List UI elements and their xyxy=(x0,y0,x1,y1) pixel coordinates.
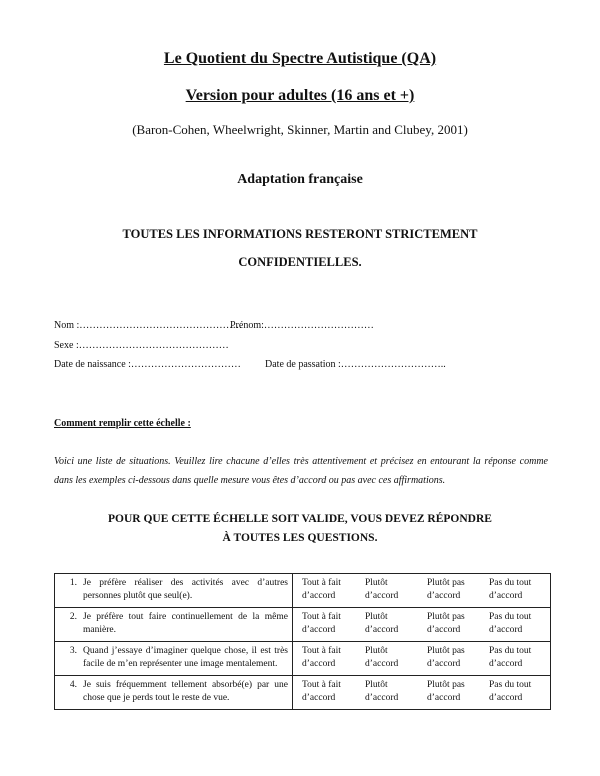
adaptation-heading: Adaptation française xyxy=(237,172,363,187)
question-cell xyxy=(55,642,293,676)
question-row xyxy=(55,574,551,608)
option-pas-du-tout[interactable]: Pas du tout d’accord xyxy=(489,646,532,669)
answer-options xyxy=(293,642,551,676)
question-text: Quand j’essaye d’imaginer quelque chose, il est très facile de m’en représenter une image mentalement. xyxy=(83,646,288,669)
authors-citation: (Baron-Cohen, Wheelwright, Skinner, Martin and Clubey, 2001) xyxy=(132,122,468,137)
option-plutot[interactable]: Plutôt d’accord xyxy=(365,646,399,669)
birthdate-field[interactable]: Date de naissance :…………………………… xyxy=(54,359,241,370)
question-row xyxy=(55,676,551,710)
confidential-notice-line2: CONFIDENTIELLES. xyxy=(238,255,362,269)
questionnaire-table xyxy=(54,573,551,710)
option-plutot[interactable]: Plutôt d’accord xyxy=(365,680,399,703)
question-number: 1. xyxy=(69,578,77,588)
question-text: Je préfère tout faire continuellement de la même manière. xyxy=(83,612,288,635)
question-text: Je suis fréquemment tellement absorbé(e) par une chose que je perds tout le reste de vue. xyxy=(83,680,288,703)
answer-options xyxy=(293,676,551,710)
question-number: 2. xyxy=(69,612,77,622)
question-row xyxy=(55,642,551,676)
page-subtitle: Version pour adultes (16 ans et +) xyxy=(185,87,415,104)
option-plutot-pas[interactable]: Plutôt pas d’accord xyxy=(427,578,465,601)
option-plutot-pas[interactable]: Plutôt pas d’accord xyxy=(427,646,465,669)
question-row xyxy=(55,608,551,642)
option-plutot-pas[interactable]: Plutôt pas d’accord xyxy=(427,612,465,635)
validity-notice-line2: À TOUTES LES QUESTIONS. xyxy=(222,532,378,544)
option-tout-a-fait[interactable]: Tout à fait d’accord xyxy=(302,646,341,669)
test-date-field[interactable]: Date de passation :………………………….. xyxy=(265,359,446,370)
option-tout-a-fait[interactable]: Tout à fait d’accord xyxy=(302,680,341,703)
instructions-heading: Comment remplir cette échelle : xyxy=(54,418,191,429)
name-field[interactable]: Nom :…………………………………………. xyxy=(54,320,242,331)
question-number: 4. xyxy=(69,680,77,690)
option-plutot-pas[interactable]: Plutôt pas d’accord xyxy=(427,680,465,703)
firstname-field[interactable]: Prénom:…………………………… xyxy=(230,320,374,331)
question-text: Je préfère réaliser des activités avec d’autres personnes plutôt que seul(e). xyxy=(83,578,288,601)
validity-notice-line1: POUR QUE CETTE ÉCHELLE SOIT VALIDE, VOUS DEVEZ RÉPONDRE xyxy=(108,513,492,525)
answer-options xyxy=(293,574,551,608)
option-pas-du-tout[interactable]: Pas du tout d’accord xyxy=(489,578,532,601)
option-pas-du-tout[interactable]: Pas du tout d’accord xyxy=(489,612,532,635)
option-plutot[interactable]: Plutôt d’accord xyxy=(365,612,399,635)
question-cell xyxy=(55,608,293,642)
question-number: 3. xyxy=(69,646,77,656)
option-plutot[interactable]: Plutôt d’accord xyxy=(365,578,399,601)
answer-options xyxy=(293,608,551,642)
question-cell xyxy=(55,676,293,710)
option-pas-du-tout[interactable]: Pas du tout d’accord xyxy=(489,680,532,703)
confidential-notice-line1: TOUTES LES INFORMATIONS RESTERONT STRICTEMENT xyxy=(122,227,478,241)
option-tout-a-fait[interactable]: Tout à fait d’accord xyxy=(302,612,341,635)
sex-field[interactable]: Sexe :……………………………………… xyxy=(54,340,229,351)
page-title: Le Quotient du Spectre Autistique (QA) xyxy=(163,50,437,67)
question-cell xyxy=(55,574,293,608)
instructions-text: Voici une liste de situations. Veuillez lire chacune d’elles très attentivement et précisez en entourant la réponse comme dans les exemples ci-dessous dans quelle mesure vous êtes d’accord ou pas avec ces affirmations. xyxy=(54,456,548,486)
option-tout-a-fait[interactable]: Tout à fait d’accord xyxy=(302,578,341,601)
